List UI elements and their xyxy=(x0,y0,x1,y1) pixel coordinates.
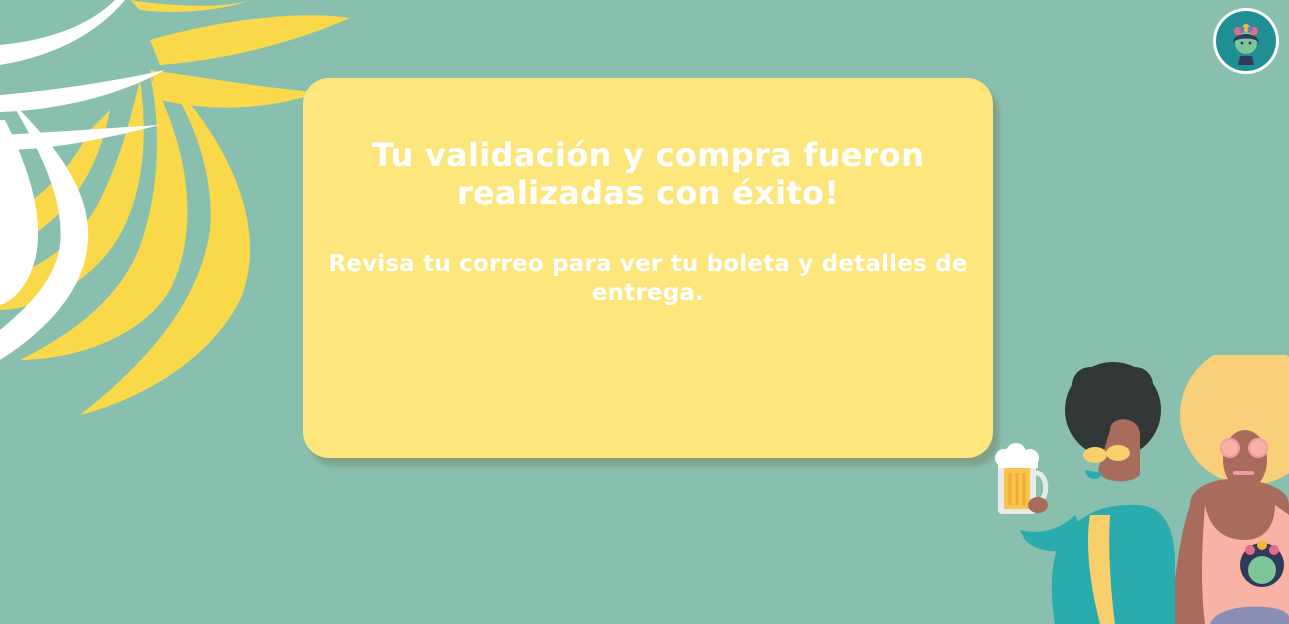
user-avatar-button[interactable] xyxy=(1213,8,1279,74)
confirmation-message: Revisa tu correo para ver tu boleta y detalles de entrega. xyxy=(328,251,968,306)
confirmation-card xyxy=(303,78,993,458)
confirmation-title: Tu validación y compra fueron realizadas con éxito! xyxy=(371,136,925,212)
festival-woman-avatar-icon xyxy=(1216,11,1276,71)
women-with-beer-illustration xyxy=(990,355,1289,624)
